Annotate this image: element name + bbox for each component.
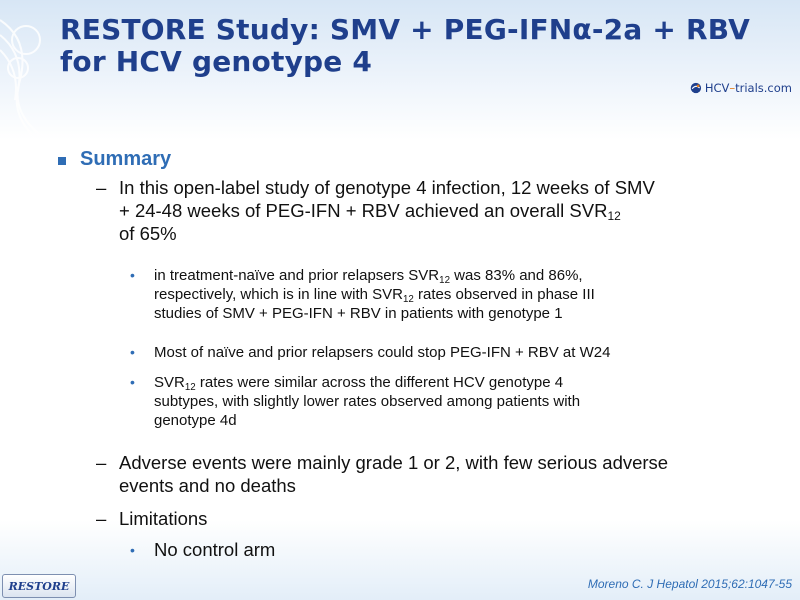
dot-bullet: • <box>130 374 135 390</box>
summary-heading-label: Summary <box>80 148 172 170</box>
dot-bullet: • <box>130 542 135 558</box>
hcv-trials-logo-icon <box>690 80 702 96</box>
square-bullet-icon <box>58 157 66 165</box>
slide: RESTORE Study: SMV + PEG-IFNα-2a + RBV for HCV genotype 4 HCV–trials.com Summary – In this open-label study of genotype 4 infection, 12 weeks of SMV + 24-48 weeks of PEG-IFN + RBV achieved an overall $SVR_{12}$ of 65% • in treatment-naïve and prior relapsers $SVR_{12}$ was 83% and 86%, respectively, which is in line with $SVR_{12}$ rates observed in phase III studies of SMV + PEG-IFN + RBV in patients with genotype 1 • Most of naïve and prior relapsers could stop PEG-IFN + RBV at W24 • $SVR_{12}$ rates were similar across the different HCV genotype 4 subtypes, with slightly lower rates observed among patients with genotype 4d – Adverse events were mainly grade 1 or 2, with few serious adverse events and no deaths – Limitations • No control arm RESTORE Moreno C. J Hepatol 2015;62:1047-55 <box>0 0 800 600</box>
dot-bullet: • <box>130 267 135 283</box>
logo-text: HCV–trials.com <box>704 81 792 95</box>
dash-bullet: – <box>96 452 107 473</box>
slide-title <box>60 14 760 78</box>
title-line-2: for HCV genotype 4 <box>60 45 373 78</box>
title-line-1: RESTORE Study: SMV + PEG-IFNα-2a + RBV <box>60 13 751 46</box>
dash-bullet: – <box>96 177 107 198</box>
summary-heading <box>58 148 171 171</box>
hcv-trials-logo <box>690 77 792 99</box>
dot-bullet: • <box>130 344 135 360</box>
citation: Moreno C. J Hepatol 2015;62:1047-55 <box>587 577 792 591</box>
restore-study-badge[interactable]: RESTORE <box>2 574 76 598</box>
dash-bullet: – <box>96 508 107 529</box>
